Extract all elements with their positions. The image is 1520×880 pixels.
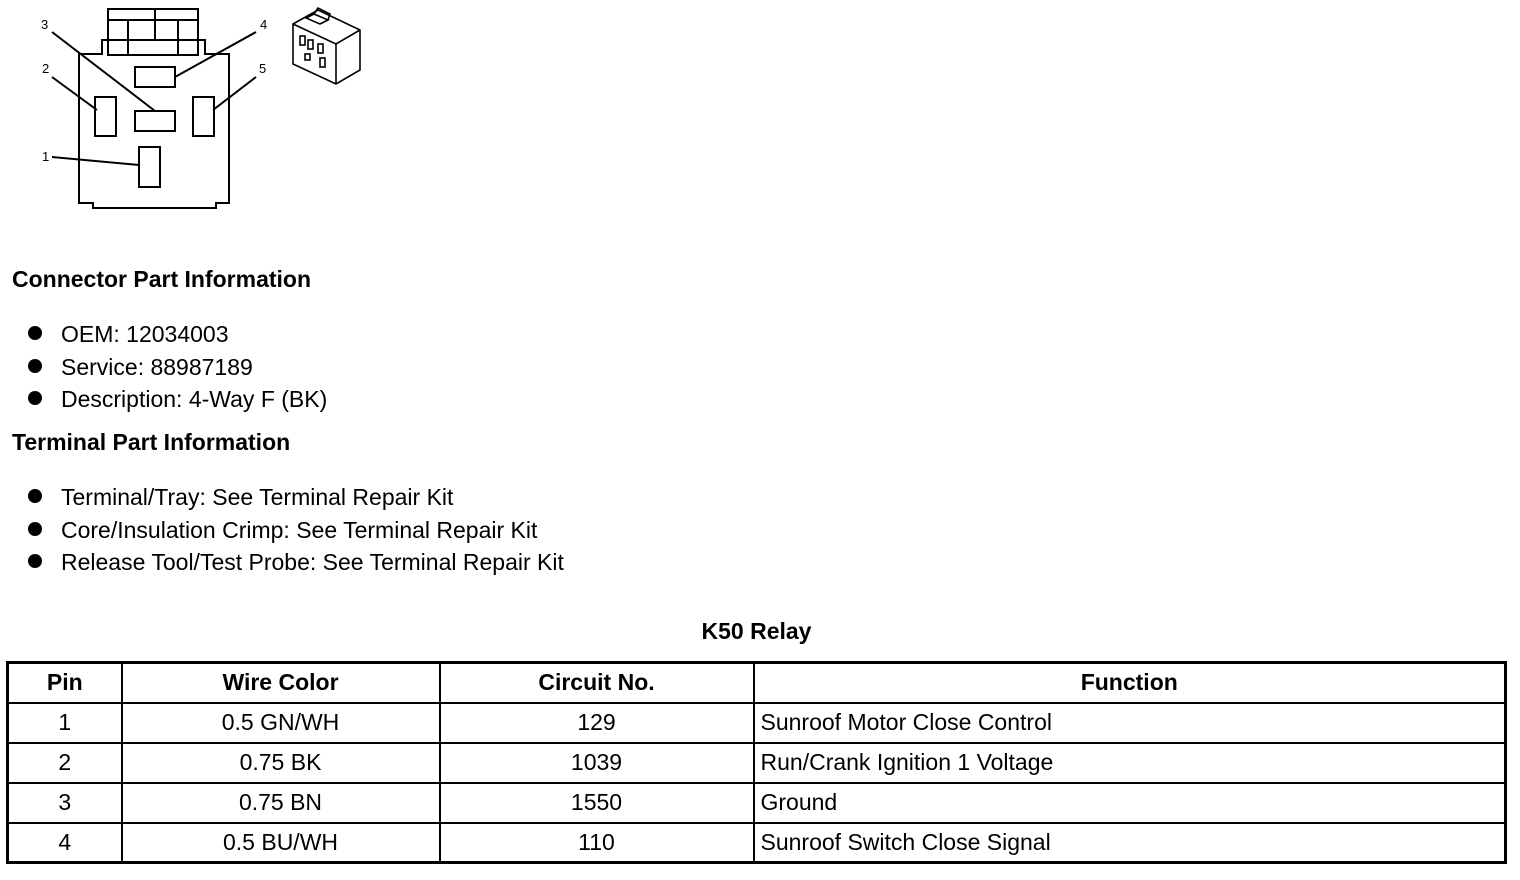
connector-isometric-icon: [293, 8, 360, 84]
cell-wire-color: 0.75 BK: [122, 743, 440, 783]
pin-label-2: 2: [42, 61, 50, 76]
pin-label-4: 4: [260, 17, 268, 32]
cell-function: Sunroof Motor Close Control: [754, 703, 1506, 743]
cell-wire-color: 0.5 GN/WH: [122, 703, 440, 743]
column-header-pin: Pin: [8, 663, 122, 703]
list-item: [28, 323, 327, 356]
table-row: [8, 703, 1506, 743]
connector-part-info-heading: Connector Part Information: [12, 266, 312, 292]
cell-pin: 2: [8, 743, 122, 783]
pin-label-3: 3: [41, 17, 49, 32]
cell-circuit-no: 129: [440, 703, 754, 743]
terminal-part-info-list: [28, 486, 564, 584]
table-title: K50 Relay: [701, 618, 812, 644]
list-item-text: Description: 4-Way F (BK): [61, 386, 328, 412]
cell-wire-color: 0.75 BN: [122, 783, 440, 823]
bullet-icon: [28, 391, 42, 405]
connector-part-info-list: [28, 323, 327, 421]
pinout-table: [6, 661, 1507, 864]
list-item-text: Service: 88987189: [61, 353, 253, 380]
cell-circuit-no: 110: [440, 823, 754, 863]
pin-label-5: 5: [259, 61, 267, 76]
list-item: [28, 486, 564, 519]
list-item: [28, 516, 564, 552]
pin-cavity-4: [135, 67, 175, 87]
list-item-text: Terminal/Tray: See Terminal Repair Kit: [61, 484, 454, 510]
list-item: [28, 388, 327, 421]
cell-wire-color: 0.5 BU/WH: [122, 823, 440, 863]
column-header-function: Function: [754, 663, 1506, 703]
cell-pin: 1: [8, 703, 122, 743]
table-header-row: [8, 663, 1506, 703]
pin-cavity-5: [193, 97, 214, 136]
pin-cavity-3: [135, 111, 175, 131]
list-item: [28, 353, 327, 389]
cell-pin: 3: [8, 783, 122, 823]
column-header-wire-color: Wire Color: [122, 663, 440, 703]
bullet-icon: [28, 359, 42, 373]
bullet-icon: [28, 326, 42, 340]
table-row: [8, 823, 1506, 863]
terminal-part-info-heading: Terminal Part Information: [12, 429, 291, 455]
connector-body-outline: [79, 40, 229, 208]
bullet-icon: [28, 489, 42, 503]
table-row: [8, 743, 1506, 783]
list-item-text: Core/Insulation Crimp: See Terminal Repair Kit: [61, 516, 538, 543]
connector-latch: [108, 9, 198, 55]
table-row: [8, 783, 1506, 823]
list-item-text: OEM: 12034003: [61, 321, 229, 347]
cell-function: Ground: [754, 783, 1506, 823]
bullet-icon: [28, 522, 42, 536]
list-item-text: Release Tool/Test Probe: See Terminal Repair Kit: [61, 549, 564, 575]
pin-cavity-2: [95, 97, 116, 136]
bullet-icon: [28, 554, 42, 568]
column-header-circuit-no: Circuit No.: [440, 663, 754, 703]
cell-circuit-no: 1039: [440, 743, 754, 783]
cell-function: Sunroof Switch Close Signal: [754, 823, 1506, 863]
connector-diagram: [0, 0, 380, 220]
cell-pin: 4: [8, 823, 122, 863]
cell-circuit-no: 1550: [440, 783, 754, 823]
pin-label-1: 1: [42, 149, 50, 164]
pin-cavity-1: [139, 147, 160, 187]
cell-function: Run/Crank Ignition 1 Voltage: [754, 743, 1506, 783]
list-item: [28, 551, 564, 584]
